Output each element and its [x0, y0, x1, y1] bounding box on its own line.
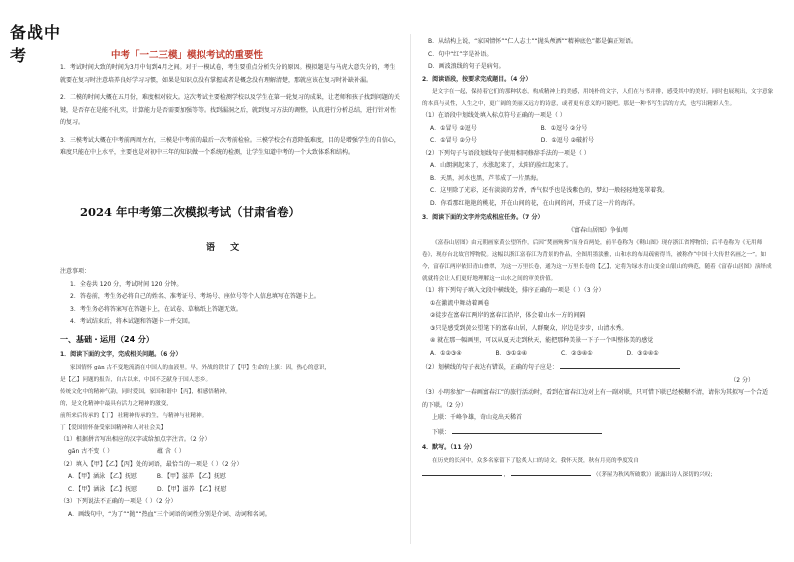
question-3-1-options	[422, 348, 774, 361]
note-item: 4．考试结束后，将本试题和答题卡一并交回。	[70, 318, 194, 325]
question-3-1: （1）将下列句子填入文段中横线处，排序正确的一项是（ ）（3 分）	[422, 287, 605, 294]
question-2-1-options	[422, 123, 774, 136]
intro-paragraphs	[60, 62, 400, 160]
section-heading: 一、基础・运用（24 分）	[60, 335, 154, 344]
option-b: B．①逗号 ②分号	[540, 124, 588, 132]
passage-line: 传统文化中的精神气韵，同时爱国，家国和谐中【丙】，相感悟精神，	[60, 388, 231, 395]
question-3-2-text: （2）划横线的句子表达有错误，正确的句子应是：	[422, 364, 558, 371]
answer-blank[interactable]	[560, 360, 680, 369]
right-column	[422, 0, 774, 562]
question-2-1: （1）在语段中划线处填入标点符号正确的一项是（ ）	[422, 112, 566, 119]
exam-title: 2024 年中考第二次模拟考试（甘肃省卷）	[80, 205, 301, 219]
option-c: C．【甲】涵泳 【乙】抚慰	[68, 485, 138, 493]
option-c: C．①冒号 ②分号	[430, 137, 477, 144]
notes-heading: 注意事项：	[60, 268, 91, 275]
question-2-title: 2．阅读语段，按要求完成题目。（4 分）	[422, 75, 532, 83]
comma: ，	[503, 471, 510, 478]
column-divider	[410, 34, 411, 544]
question-1-2-options-2	[60, 484, 400, 497]
question-1-title: 1．阅读下面的文字，完成相关问题。（6 分）	[60, 351, 182, 358]
question-1-1: （1）根据拼音写出相应的汉字或给加点字注音。（2 分）	[60, 435, 211, 443]
intro-para-2: 2．二模的时间大概在五月份，难度相对较大。这次考试主要检测学校以及学生在第一轮复习的成果，让老师和孩子找到问题的关键，是否存在是能不扎实，计算能力是否需要加强等等。找到漏洞之后，就到复习方法的调整，认真进行分析总结，进行针对性的复习。	[60, 94, 400, 126]
question-4-line	[422, 467, 774, 481]
option-d: D．你看那红艳艳的桃花，开在山间的花，在山间的河，开成了这一片的海洋。	[430, 199, 639, 207]
passage-line: 的，是文化精神中最具有活力之精神的激变，	[60, 400, 172, 407]
logo-text: 备战中考	[10, 23, 62, 65]
pinyin-item: 蕴 含（ ）	[156, 448, 185, 455]
intro-para-1: 1．考试时间大致的时间为3月中旬到4月之间。对于一模试卷，考生要重点分析失分的原因。模拟题是与马虎大意失分的，考生就要在复习时注意培养良好学习习惯，如果是知识点没有掌握或者是概念没有理解清楚，那就应该在复习时补缺补漏。	[60, 64, 396, 84]
exam-subject: 语 文	[206, 243, 246, 253]
sentence-item: ③只是感受到黄公望笔下的富春山居，人群聚众，岸边是步步，山清水秀。	[430, 324, 628, 332]
note-item: 2．答卷前，考生务必将自己的姓名、准考证号、考场号、座位号等个人信息填写在答题卡上。	[70, 293, 320, 300]
question-2-2: （2）下列句子与语段划线句子使用相同修辞手法的一项是（ ）	[422, 149, 590, 157]
option-a: A．①②③④	[430, 349, 462, 357]
passage-line: 丁【爱国情怀备受家国精神和人对社会关】	[60, 424, 167, 431]
option-a: A．【甲】涵泳 【乙】抚慰	[68, 473, 138, 480]
question-3-2	[422, 360, 774, 375]
question-4-title: 4．默写。（11 分）	[422, 444, 476, 451]
option-d: D．③②④①	[626, 349, 659, 357]
question-1-3-option-a: A．画线句中，“为了”“抛”“热血”三个词语的词性分别是介词、动词和名词。	[68, 510, 271, 518]
option-b: B．从结构上说，“家国情怀”“仁人志士”“抛头颅洒”“精神底色”都是偏正短语。	[428, 38, 637, 45]
couplet-upper: 上联：千峰争雄，奇山竞出天稀首	[432, 414, 523, 421]
pinyin-items	[60, 446, 400, 459]
couplet-lower-blank[interactable]	[452, 425, 602, 434]
question-1-3: （3）下列说法不正确的一项是（ ）（2 分）	[60, 498, 177, 505]
intro-title: 中考「一二三模」模拟考试的重要性	[111, 50, 264, 61]
question-4-text: 在历史的长河中，众多名家留下了脍炙人口的诗文。我怀天贤，秋有月亮的季度发自	[432, 457, 639, 464]
option-c: C．②③④①	[560, 349, 593, 357]
question-3-subtitle: 《富春山居图》争仙周	[567, 226, 628, 234]
recitation-blank[interactable]	[422, 467, 502, 476]
passage	[60, 362, 400, 434]
option-b: B．【甲】滋养 【乙】抚慰	[156, 473, 226, 480]
option-b: B．③①②④	[495, 349, 528, 357]
question-3-title: 3．阅读下面的文字并完成相应任务。（7 分）	[422, 214, 544, 221]
passage-line: 是【乙】问题的报告，自古以来，中国不乏献身于国人恋乡。	[60, 376, 212, 383]
pinyin-item: gān 古不变（ ）	[68, 448, 114, 455]
notes-block	[60, 266, 400, 329]
note-item: 3．考生务必将答案写在答题卡上，在试卷、草稿纸上答题无效。	[70, 305, 242, 313]
couplet-lower-label: 下联：	[432, 428, 451, 436]
sentence-item: ④ 就在那一幅画里，可以从夏天走到秋天，能把那种美景一下子一个叫整体美的感觉	[430, 337, 654, 344]
intro-para-3: 3．三模考试大概在中考前两周左右，三模是中考前的最后一次考前检验。三模学校会有意降低难度，目的是增强学生的自信心，难度只能在中上水平，主要也是对初中三年的知识做一个系统的检测，让学生知道中考的一个大致体系和结构。	[60, 136, 400, 156]
option-b: B．天黑，河水也黑，芦苇成了一片黑海。	[430, 174, 543, 182]
question-4-source: （《茅屋为秋风所破歌》）流露出诗人深切的兴叹；	[592, 471, 717, 478]
section-1	[60, 334, 400, 521]
option-c: C．这里除了光彩，还有淡淡的芳香，香气似乎也是浅紫色的，梦幻一般轻轻地笼罩着我。	[430, 187, 669, 194]
question-2-text: 是文字在一起，保持着它们的那种状态，构成精神上的美感，用纯朴的文字，人们在与书并排，感受其中的美好。同时也展现出，文字意象的本真与灵性，人生之中，更广阔的美丽又远方的诗意，或者更有意义的可能吧。那是一种书写生活的方式，也写出精彩人生。	[422, 89, 774, 107]
question-2-1-options-2	[422, 135, 774, 148]
right-content	[422, 36, 774, 481]
couplet-lower-row	[422, 425, 774, 440]
note-item: 1．全卷共 120 分，考试时间 120 分钟。	[70, 280, 183, 288]
question-3-3: （3）小明参加“一春画富春江”的旅行活动时，看到在富春江边对上有一副对联，只可惜下联已经模糊不清，请你为其拟写一个合适的下联。（2 分）	[422, 389, 769, 409]
option-d: D．①逗号 ②破折号	[540, 137, 594, 144]
option-c: C．句中“红”字是补语。	[428, 50, 493, 58]
recitation-blank[interactable]	[511, 467, 591, 476]
question-1-2: （2）填入【甲】【乙】【丙】处的词语，最恰当的一项是（ ）（2 分）	[60, 460, 243, 468]
passage-line: 前所来后传承的【丁】 社精神传承的生，与精神与社精神。	[60, 412, 208, 419]
sentence-item: ①在激流中舞动着画卷	[430, 299, 490, 307]
question-3-text: 《富春山居图》由元朝画家黄公望所作，后因“焚画殉葬”而身首两处，前半卷称为《剩山图》现存浙江省博物馆；后半卷称为《无用师卷》，现存台北故宫博物院。这幅以浙江富春江为背景的作品，全图用墨淡雅，山和水的布局疏密得当，被称作“中国十大传世名画之一”。如今，富春江两岸依旧青山叠翠，为这一万里长卷，通为这一万里长卷的【乙】，定将为绿水青山变金山银山的典范，随着《富春山居图》演绎成就就将会让人们更好地理解这一山水之间的审美价值。	[422, 240, 772, 282]
option-a: A．①冒号 ②逗号	[430, 124, 477, 132]
question-3-2-score: （2 分）	[730, 376, 754, 384]
option-d: D．【甲】滋养 【乙】抚慰	[156, 485, 227, 493]
left-column	[60, 0, 400, 562]
option-d: D．画波浪线的句子是病句。	[428, 63, 505, 70]
passage-line: 家国情怀 gān 古不变地流淌在中国人的血液里。早，外战的铁甘了【甲】生命的上旗：因，热心的意识，	[70, 364, 331, 371]
question-1-2-options	[60, 471, 400, 484]
option-a: A．山朗润起来了，水涨起来了，太阳的脸红起来了。	[430, 162, 573, 169]
sentence-item: ②徒步在富春江两岸的富春江沿岸，体会着山水一方的间隔	[430, 312, 586, 319]
